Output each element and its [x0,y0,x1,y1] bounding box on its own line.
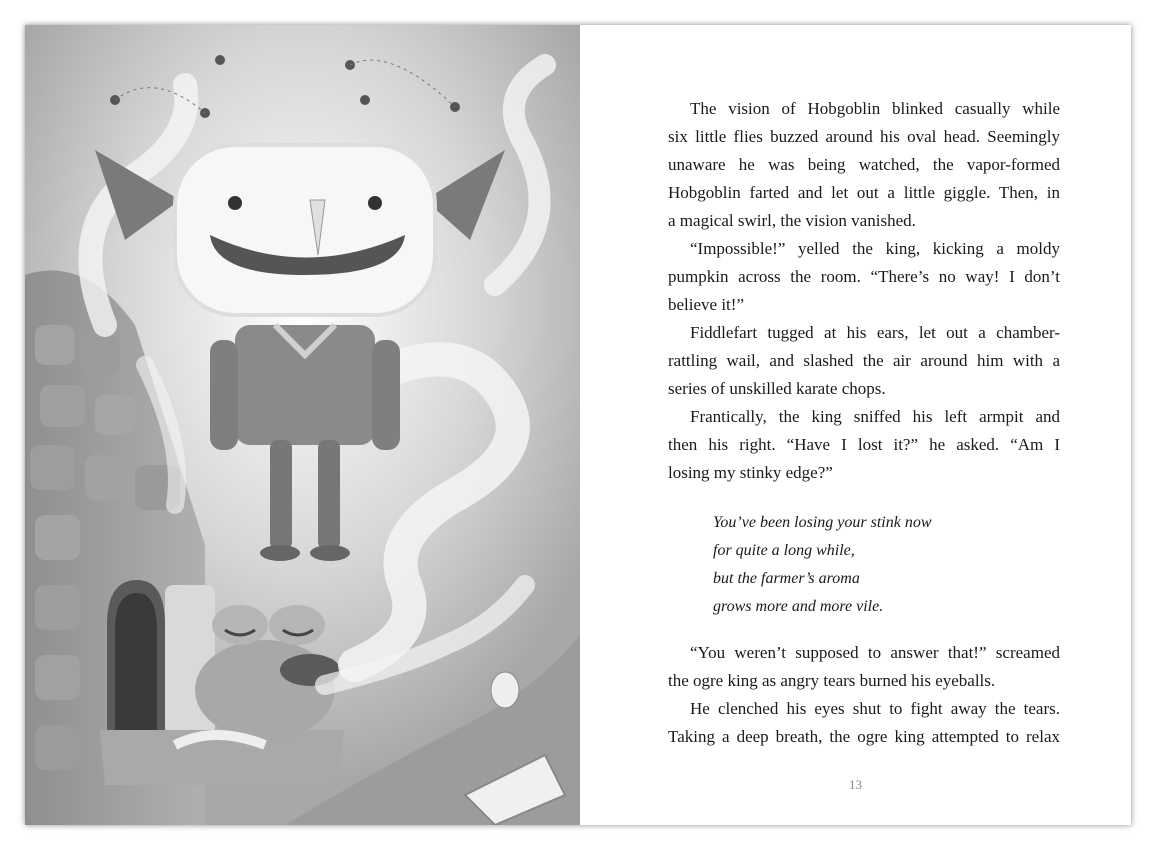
story-text [668,95,1060,751]
text-line: “You weren’t supposed to answer that!” screamed [690,643,1060,662]
text-line: a magical swirl, the vision vanished. [668,211,916,230]
illustration-page [25,25,580,825]
poem-line: grows more and more vile. [713,598,884,615]
text-line: He clenched his eyes shut to fight away the tears. [690,699,1060,718]
poem-verse [713,509,1060,621]
text-line: pumpkin across the room. “There’s no way! I don’t [668,267,1060,286]
text-line: six little flies buzzed around his oval head. Seemingly [668,127,1060,146]
text-line: the ogre king as angry tears burned his eyeballs. [668,671,996,690]
text-line: “Impossible!” yelled the king, kicking a moldy [690,239,1060,258]
text-line: losing my stinky edge?” [668,463,833,482]
page-number: 13 [849,777,862,792]
paragraph-2 [668,235,1060,319]
poem-line: for quite a long while, [713,542,855,559]
text-line: Taking a deep breath, the ogre king attempted to relax [668,727,1060,746]
text-line: unaware he was being watched, the vapor-formed [668,155,1060,174]
paragraph-4 [668,403,1060,487]
text-line: rattling wail, and slashed the air around him with a [668,351,1060,370]
text-line: Frantically, the king sniffed his left armpit and [690,407,1060,426]
text-line: then his right. “Have I lost it?” he asked. “Am I [668,435,1060,454]
poem-line: You’ve been losing your stink now [713,514,932,531]
paragraph-3 [668,319,1060,403]
text-line: Hobgoblin farted and let out a little giggle. Then, in [668,183,1060,202]
text-page [580,25,1131,825]
text-line: Fiddlefart tugged at his ears, let out a chamber- [690,323,1060,342]
book-spread [25,25,1131,825]
poem-line: but the farmer’s aroma [713,570,860,587]
paragraph-6 [668,695,1060,751]
hobgoblin-vision-illustration [25,25,580,825]
text-line: believe it!” [668,295,744,314]
text-line: series of unskilled karate chops. [668,379,886,398]
text-line: The vision of Hobgoblin blinked casually while [690,99,1060,118]
paragraph-1 [668,95,1060,235]
paragraph-5 [668,639,1060,695]
